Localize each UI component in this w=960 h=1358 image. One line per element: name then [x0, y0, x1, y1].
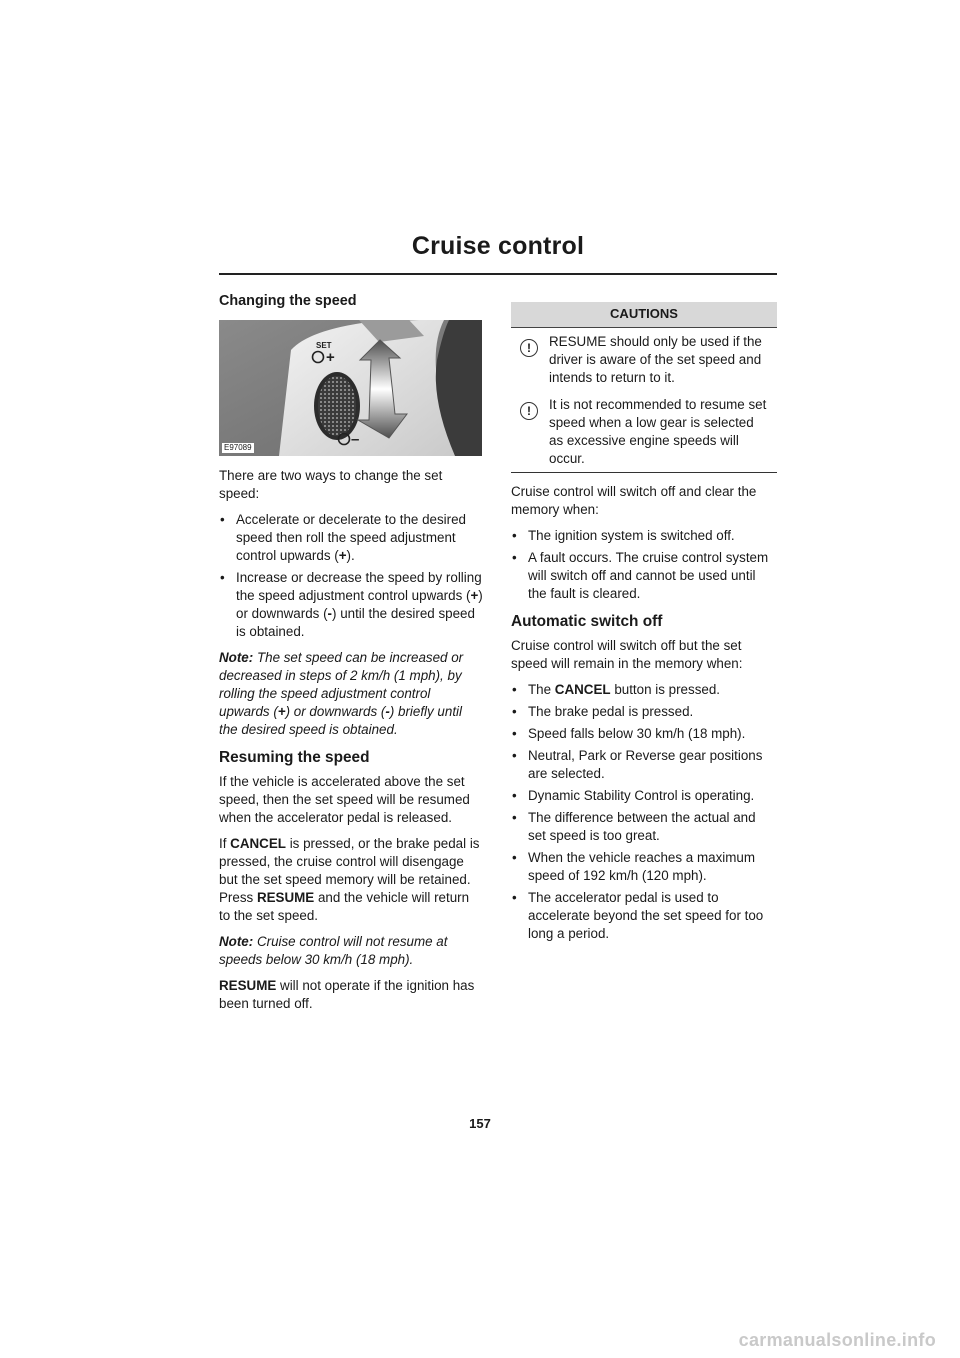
plus-symbol: + [277, 704, 286, 719]
list-item-text: The [528, 682, 555, 697]
paragraph-text: is pressed, or the brake pedal is pressed, the cruise control will disengage but the set speed memory will be retained. Press [219, 836, 480, 905]
list-item-tail: ) until the desired speed is obtained. [236, 606, 475, 639]
cautions-heading: CAUTIONS [511, 302, 777, 328]
list-item [219, 511, 483, 565]
cautions-box [511, 302, 777, 473]
intro-text: There are two ways to change the set speed: [219, 468, 443, 501]
plus-symbol: + [470, 588, 479, 603]
list-item [219, 569, 483, 641]
list-item: • The ignition system is switched off. [511, 527, 777, 545]
title-rule [219, 273, 777, 275]
cancel-keyword: CANCEL [554, 682, 611, 697]
watermark: carmanualsonline.info [738, 1330, 936, 1350]
caution-text: RESUME should only be used if the driver is aware of the set speed and intends to return to it. [549, 334, 762, 385]
list-item-tail: ). [346, 548, 355, 563]
list-item-text: button is pressed. [610, 682, 721, 697]
warning-icon: ! [520, 402, 538, 420]
note-label: Note: [219, 650, 254, 665]
paragraph-text: will not operate if the ignition has been turned off. [219, 978, 475, 1011]
speed-control-illustration [219, 320, 482, 456]
page-title: Cruise control [411, 232, 585, 260]
list-item: • Neutral, Park or Reverse gear positions are selected. [511, 747, 777, 783]
plus-label: + [326, 349, 335, 366]
change-speed-list [219, 511, 483, 641]
right-column [511, 292, 777, 951]
list-item-text: Increase or decrease the speed by rolling the speed adjustment control upwards ( [236, 570, 482, 603]
speed-control-figure [219, 320, 482, 456]
heading-resuming-speed: Resuming the speed [219, 749, 370, 766]
list-item: • A fault occurs. The cruise control system will switch off and cannot be used until the fault is cleared. [511, 549, 777, 603]
list-item: • When the vehicle reaches a maximum speed of 192 km/h (120 mph). [511, 849, 777, 885]
note-step-size [219, 649, 483, 739]
page-number: 157 [469, 1116, 491, 1131]
resume-keyword: RESUME [256, 890, 315, 905]
cancel-keyword: CANCEL [230, 836, 286, 851]
resume-paragraph-2 [219, 835, 483, 925]
note-text: Cruise control will not resume at speeds below 30 km/h (18 mph). [219, 934, 448, 967]
minus-symbol: - [385, 704, 390, 719]
warning-icon: ! [520, 339, 538, 357]
resume-keyword: RESUME [219, 978, 277, 993]
minus-label: – [351, 431, 360, 448]
list-item-mid: ) or downwards ( [236, 588, 483, 621]
note-text: The set speed can be increased or decreased in steps of 2 km/h (1 mph), by rolling the speed adjustment control upwards ( [219, 650, 464, 719]
resume-paragraph-3 [219, 977, 483, 1013]
auto-switch-off-list [511, 681, 777, 943]
paragraph-text: If [219, 836, 231, 851]
clear-memory-list [511, 527, 777, 603]
list-item: • Speed falls below 30 km/h (18 mph). [511, 725, 777, 743]
left-column [219, 292, 483, 1021]
list-item: • The difference between the actual and set speed is too great. [511, 809, 777, 845]
auto-switch-off-intro: Cruise control will switch off but the set speed will remain in the memory when: [511, 638, 743, 671]
note-resume-speed [219, 933, 483, 969]
list-item: • Dynamic Stability Control is operating. [511, 787, 777, 805]
caution-item [511, 328, 777, 391]
list-item: • The accelerator pedal is used to accelerate beyond the set speed for too long a period. [511, 889, 777, 943]
clear-memory-intro: Cruise control will switch off and clear the memory when: [511, 484, 757, 517]
plus-symbol: + [338, 548, 347, 563]
note-text: ) or downwards ( [285, 704, 386, 719]
caution-text: It is not recommended to resume set speed when a low gear is selected as excessive engine speeds will occur. [549, 397, 767, 466]
heading-automatic-switch-off: Automatic switch off [511, 613, 663, 630]
minus-symbol: - [327, 606, 333, 621]
caution-item [511, 391, 777, 472]
note-text: ) briefly until the desired speed is obtained. [219, 704, 462, 737]
list-item-text: Accelerate or decelerate to the desired speed then roll the speed adjustment control upwards ( [236, 512, 467, 563]
paragraph-text: and the vehicle will return to the set speed. [219, 890, 470, 923]
list-item [511, 681, 777, 699]
note-label: Note: [219, 934, 254, 949]
set-label: SET [316, 341, 332, 350]
figure-label: E97089 [224, 443, 252, 452]
heading-changing-speed: Changing the speed [219, 293, 357, 309]
list-item: • The brake pedal is pressed. [511, 703, 777, 721]
resume-paragraph-1: If the vehicle is accelerated above the set speed, then the set speed will be resumed when the accelerator pedal is released. [219, 774, 470, 825]
